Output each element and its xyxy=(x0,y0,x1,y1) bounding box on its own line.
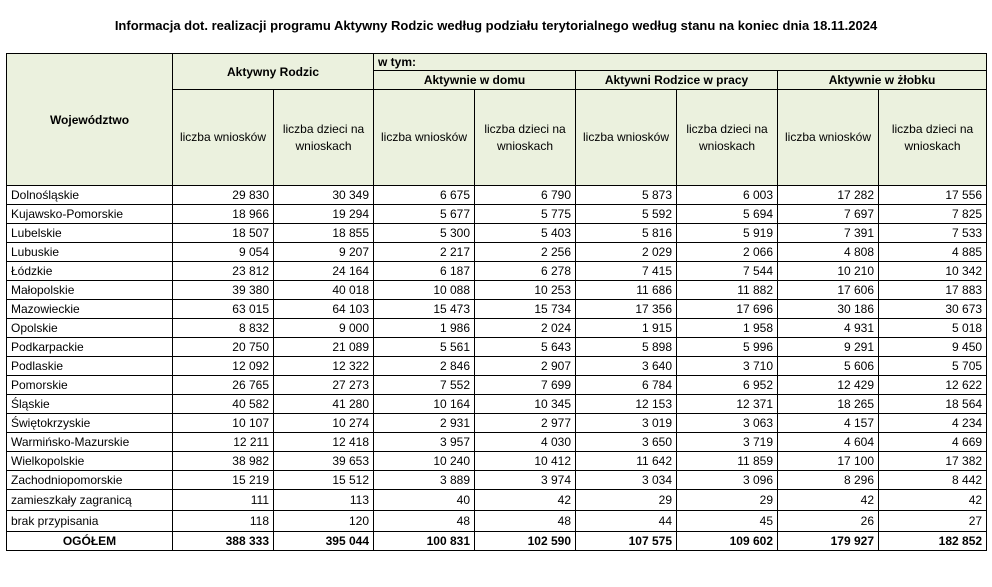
table-cell: 27 xyxy=(879,511,987,532)
row-label: Pomorskie xyxy=(7,376,173,395)
table-cell: 18 855 xyxy=(274,224,374,243)
table-cell: 11 859 xyxy=(677,452,778,471)
table-cell: 5 403 xyxy=(475,224,576,243)
table-cell: 29 830 xyxy=(173,186,274,205)
header-aktywnie-w-zlobku: Aktywnie w żłobku xyxy=(778,71,987,90)
table-row xyxy=(7,281,987,300)
row-label: Mazowieckie xyxy=(7,300,173,319)
row-label: Śląskie xyxy=(7,395,173,414)
table-row xyxy=(7,511,987,532)
table-cell: 3 019 xyxy=(576,414,677,433)
table-cell: 39 653 xyxy=(274,452,374,471)
table-cell: 30 186 xyxy=(778,300,879,319)
table-cell: 63 015 xyxy=(173,300,274,319)
row-label: Zachodniopomorskie xyxy=(7,471,173,490)
table-cell: 5 561 xyxy=(374,338,475,357)
table-cell: 179 927 xyxy=(778,532,879,551)
table-cell: 48 xyxy=(475,511,576,532)
row-label: Wielkopolskie xyxy=(7,452,173,471)
table-cell: 5 694 xyxy=(677,205,778,224)
table-cell: 120 xyxy=(274,511,374,532)
table-cell: 42 xyxy=(879,490,987,511)
table-cell: 3 719 xyxy=(677,433,778,452)
table-cell: 41 280 xyxy=(274,395,374,414)
header-w-tym: w tym: xyxy=(374,54,987,71)
table-cell: 5 775 xyxy=(475,205,576,224)
table-body xyxy=(7,186,987,551)
table-cell: 10 240 xyxy=(374,452,475,471)
row-label: Lubuskie xyxy=(7,243,173,262)
table-cell: 2 024 xyxy=(475,319,576,338)
table-cell: 4 931 xyxy=(778,319,879,338)
table-cell: 17 696 xyxy=(677,300,778,319)
header-aktywni-rodzice-w-pracy: Aktywni Rodzice w pracy xyxy=(576,71,778,90)
table-cell: 48 xyxy=(374,511,475,532)
table-cell: 395 044 xyxy=(274,532,374,551)
table-cell: 45 xyxy=(677,511,778,532)
row-label: Warmińsko-Mazurskie xyxy=(7,433,173,452)
table-cell: 15 734 xyxy=(475,300,576,319)
row-label: Opolskie xyxy=(7,319,173,338)
table-cell: 10 412 xyxy=(475,452,576,471)
subheader-liczba-wnioskow: liczba wniosków xyxy=(374,90,475,186)
table-cell: 5 816 xyxy=(576,224,677,243)
table-cell: 12 622 xyxy=(879,376,987,395)
table-cell: 2 931 xyxy=(374,414,475,433)
row-label: Kujawsko-Pomorskie xyxy=(7,205,173,224)
table-cell: 18 564 xyxy=(879,395,987,414)
table-cell: 5 606 xyxy=(778,357,879,376)
table-cell: 12 211 xyxy=(173,433,274,452)
table-cell: 17 100 xyxy=(778,452,879,471)
table-cell: 17 606 xyxy=(778,281,879,300)
table-row xyxy=(7,224,987,243)
table-cell: 4 885 xyxy=(879,243,987,262)
subheader-liczba-dzieci: liczba dzieci na wnioskach xyxy=(677,90,778,186)
table-cell: 2 846 xyxy=(374,357,475,376)
table-cell: 7 533 xyxy=(879,224,987,243)
table-cell: 6 790 xyxy=(475,186,576,205)
table-cell: 2 907 xyxy=(475,357,576,376)
table-cell: 6 187 xyxy=(374,262,475,281)
table-cell: 3 096 xyxy=(677,471,778,490)
table-cell: 5 996 xyxy=(677,338,778,357)
table-cell: 7 415 xyxy=(576,262,677,281)
table-cell: 8 296 xyxy=(778,471,879,490)
table-cell: 2 977 xyxy=(475,414,576,433)
table-cell: 6 784 xyxy=(576,376,677,395)
table-cell: 27 273 xyxy=(274,376,374,395)
table-cell: 12 418 xyxy=(274,433,374,452)
table-cell: 2 029 xyxy=(576,243,677,262)
table-cell: 11 642 xyxy=(576,452,677,471)
table-cell: 10 088 xyxy=(374,281,475,300)
row-label: Podlaskie xyxy=(7,357,173,376)
table-cell: 6 003 xyxy=(677,186,778,205)
table-row xyxy=(7,300,987,319)
table-cell: 12 153 xyxy=(576,395,677,414)
table-cell: 4 604 xyxy=(778,433,879,452)
table-cell: 20 750 xyxy=(173,338,274,357)
table-cell: 12 322 xyxy=(274,357,374,376)
data-table xyxy=(6,53,987,551)
table-row xyxy=(7,243,987,262)
table-cell: 5 898 xyxy=(576,338,677,357)
subheader-liczba-dzieci: liczba dzieci na wnioskach xyxy=(475,90,576,186)
report-title: Informacja dot. realizacji programu Aktywny Rodzic według podziału terytorialnego według stanu na koniec dnia 18.11.2024 xyxy=(114,18,878,33)
table-cell: 64 103 xyxy=(274,300,374,319)
table-cell: 12 429 xyxy=(778,376,879,395)
table-cell: 18 265 xyxy=(778,395,879,414)
table-cell: 42 xyxy=(778,490,879,511)
table-cell: 15 473 xyxy=(374,300,475,319)
table-cell: 182 852 xyxy=(879,532,987,551)
table-cell: 2 066 xyxy=(677,243,778,262)
table-cell: 4 234 xyxy=(879,414,987,433)
table-row xyxy=(7,414,987,433)
table-cell: 4 030 xyxy=(475,433,576,452)
row-label: zamieszkały zagranicą xyxy=(7,490,173,511)
table-cell: 107 575 xyxy=(576,532,677,551)
table-cell: 17 382 xyxy=(879,452,987,471)
table-cell: 23 812 xyxy=(173,262,274,281)
header-aktywnie-w-domu: Aktywnie w domu xyxy=(374,71,576,90)
table-cell: 26 765 xyxy=(173,376,274,395)
table-cell: 4 669 xyxy=(879,433,987,452)
table-cell: 15 219 xyxy=(173,471,274,490)
table-cell: 10 274 xyxy=(274,414,374,433)
table-cell: 17 282 xyxy=(778,186,879,205)
table-cell: 5 705 xyxy=(879,357,987,376)
table-cell: 12 371 xyxy=(677,395,778,414)
table-cell: 17 883 xyxy=(879,281,987,300)
table-cell: 44 xyxy=(576,511,677,532)
table-cell: 7 825 xyxy=(879,205,987,224)
table-cell: 6 952 xyxy=(677,376,778,395)
table-cell: 3 710 xyxy=(677,357,778,376)
table-row xyxy=(7,376,987,395)
table-cell: 10 107 xyxy=(173,414,274,433)
table-row xyxy=(7,262,987,281)
table-cell: 3 650 xyxy=(576,433,677,452)
table-cell: 30 673 xyxy=(879,300,987,319)
table-cell: 111 xyxy=(173,490,274,511)
row-label: Podkarpackie xyxy=(7,338,173,357)
table-cell: 19 294 xyxy=(274,205,374,224)
table-cell: 388 333 xyxy=(173,532,274,551)
table-cell: 4 157 xyxy=(778,414,879,433)
table-row xyxy=(7,490,987,511)
table-cell: 38 982 xyxy=(173,452,274,471)
table-cell: 24 164 xyxy=(274,262,374,281)
table-cell: 7 697 xyxy=(778,205,879,224)
table-cell: 6 675 xyxy=(374,186,475,205)
table-cell: 5 018 xyxy=(879,319,987,338)
table-cell: 3 640 xyxy=(576,357,677,376)
subheader-liczba-dzieci: liczba dzieci na wnioskach xyxy=(879,90,987,186)
table-cell: 1 986 xyxy=(374,319,475,338)
table-cell: 30 349 xyxy=(274,186,374,205)
table-cell: 3 974 xyxy=(475,471,576,490)
table-cell: 10 342 xyxy=(879,262,987,281)
table-cell: 1 915 xyxy=(576,319,677,338)
subheader-liczba-dzieci: liczba dzieci na wnioskach xyxy=(274,90,374,186)
table-cell: 3 889 xyxy=(374,471,475,490)
total-row xyxy=(7,532,987,551)
table-cell: 5 592 xyxy=(576,205,677,224)
row-label: Małopolskie xyxy=(7,281,173,300)
table-row xyxy=(7,319,987,338)
table-cell: 18 966 xyxy=(173,205,274,224)
table-cell: 21 089 xyxy=(274,338,374,357)
header-aktywny-rodzic: Aktywny Rodzic xyxy=(173,54,374,90)
table-row xyxy=(7,471,987,490)
table-cell: 4 808 xyxy=(778,243,879,262)
table-cell: 10 345 xyxy=(475,395,576,414)
row-label: brak przypisania xyxy=(7,511,173,532)
table-cell: 2 256 xyxy=(475,243,576,262)
subheader-liczba-wnioskow: liczba wniosków xyxy=(778,90,879,186)
table-cell: 7 699 xyxy=(475,376,576,395)
table-cell: 15 512 xyxy=(274,471,374,490)
table-row xyxy=(7,205,987,224)
table-cell: 2 217 xyxy=(374,243,475,262)
table-cell: 5 873 xyxy=(576,186,677,205)
table-cell: 5 919 xyxy=(677,224,778,243)
table-cell: 40 xyxy=(374,490,475,511)
table-cell: 11 686 xyxy=(576,281,677,300)
table-row xyxy=(7,452,987,471)
table-cell: 109 602 xyxy=(677,532,778,551)
table-cell: 39 380 xyxy=(173,281,274,300)
table-row xyxy=(7,357,987,376)
row-label: OGÓŁEM xyxy=(7,532,173,551)
table-cell: 26 xyxy=(778,511,879,532)
table-cell: 7 552 xyxy=(374,376,475,395)
table-cell: 100 831 xyxy=(374,532,475,551)
table-cell: 8 832 xyxy=(173,319,274,338)
row-label: Dolnośląskie xyxy=(7,186,173,205)
table-cell: 9 000 xyxy=(274,319,374,338)
table-cell: 1 958 xyxy=(677,319,778,338)
table-cell: 102 590 xyxy=(475,532,576,551)
table-row xyxy=(7,186,987,205)
table-cell: 5 677 xyxy=(374,205,475,224)
table-cell: 40 582 xyxy=(173,395,274,414)
row-label: Świętokrzyskie xyxy=(7,414,173,433)
table-cell: 6 278 xyxy=(475,262,576,281)
table-cell: 5 643 xyxy=(475,338,576,357)
table-cell: 5 300 xyxy=(374,224,475,243)
table-cell: 40 018 xyxy=(274,281,374,300)
table-cell: 113 xyxy=(274,490,374,511)
table-cell: 12 092 xyxy=(173,357,274,376)
table-row xyxy=(7,338,987,357)
table-cell: 3 957 xyxy=(374,433,475,452)
table-cell: 118 xyxy=(173,511,274,532)
table-cell: 11 882 xyxy=(677,281,778,300)
table-cell: 7 391 xyxy=(778,224,879,243)
table-cell: 29 xyxy=(576,490,677,511)
subheader-liczba-wnioskow: liczba wniosków xyxy=(576,90,677,186)
table-cell: 42 xyxy=(475,490,576,511)
table-cell: 9 450 xyxy=(879,338,987,357)
table-cell: 7 544 xyxy=(677,262,778,281)
row-label: Łódzkie xyxy=(7,262,173,281)
table-cell: 9 207 xyxy=(274,243,374,262)
table-row xyxy=(7,395,987,414)
table-cell: 17 556 xyxy=(879,186,987,205)
table-cell: 9 054 xyxy=(173,243,274,262)
table-cell: 17 356 xyxy=(576,300,677,319)
table-cell: 9 291 xyxy=(778,338,879,357)
table-cell: 10 210 xyxy=(778,262,879,281)
header-wojewodztwo: Województwo xyxy=(7,54,173,186)
table-row xyxy=(7,433,987,452)
table-cell: 10 164 xyxy=(374,395,475,414)
table-cell: 8 442 xyxy=(879,471,987,490)
table-cell: 3 034 xyxy=(576,471,677,490)
table-cell: 10 253 xyxy=(475,281,576,300)
table-cell: 3 063 xyxy=(677,414,778,433)
table-cell: 29 xyxy=(677,490,778,511)
table-cell: 18 507 xyxy=(173,224,274,243)
row-label: Lubelskie xyxy=(7,224,173,243)
subheader-liczba-wnioskow: liczba wniosków xyxy=(173,90,274,186)
